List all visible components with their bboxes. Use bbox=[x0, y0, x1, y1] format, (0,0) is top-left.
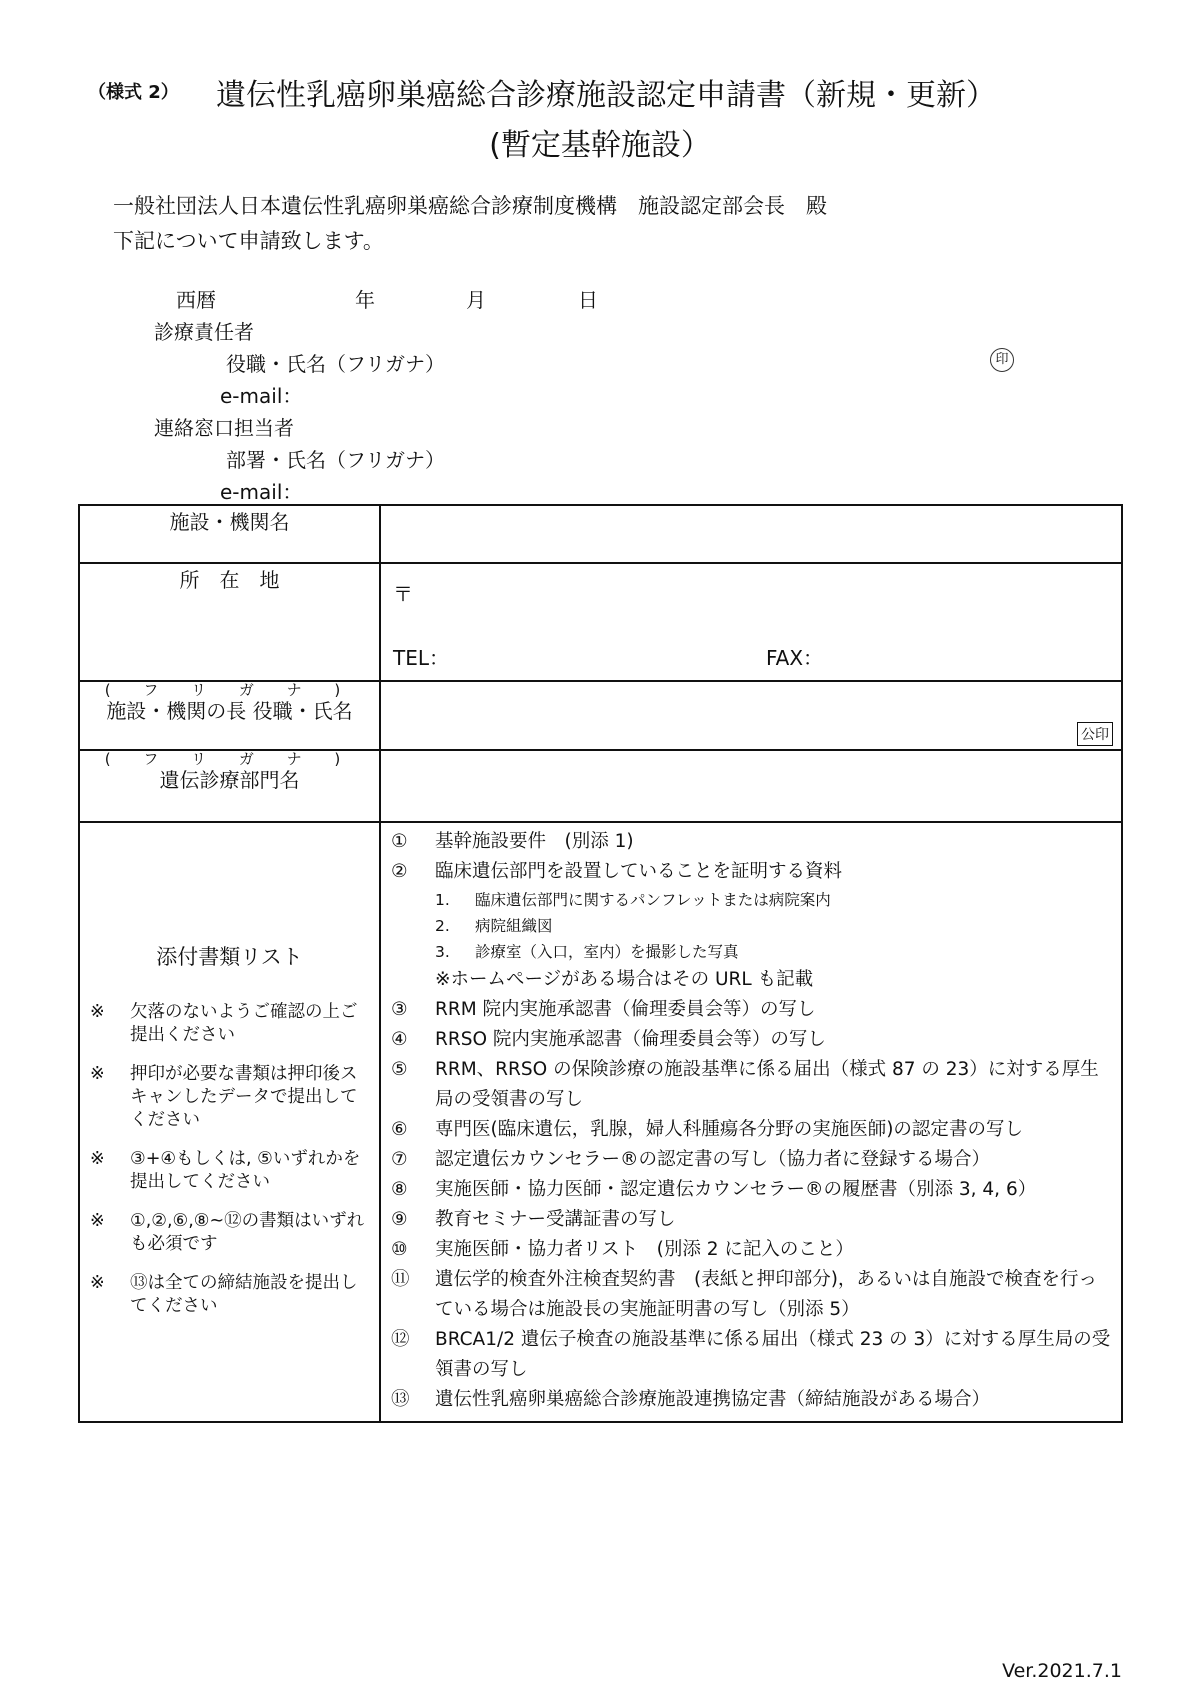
attach-item bbox=[391, 1025, 1111, 1055]
attach-item bbox=[391, 1205, 1111, 1235]
request-statement: 下記について申請致します。 bbox=[113, 229, 384, 253]
item-number: ⑨ bbox=[391, 1209, 408, 1230]
note-text: ③+④もしくは, ⑤いずれかを提出してください bbox=[130, 1149, 361, 1192]
note-mark: ※ bbox=[90, 1064, 105, 1084]
subitem-text: 病院組織図 bbox=[475, 917, 553, 935]
note-text: ①,②,⑥,⑧~⑫の書類はいずれも必須です bbox=[130, 1211, 365, 1254]
item-text: 専門医(臨床遺伝，乳腺，婦人科腫瘍各分野の実施医師)の認定書の写し bbox=[435, 1119, 1023, 1140]
contact-name-label: 部署・氏名（フリガナ） bbox=[226, 448, 445, 472]
postal-mark: 〒 bbox=[393, 582, 413, 606]
dept-label: 遺伝診療部門名 bbox=[159, 768, 300, 792]
attach-note bbox=[90, 1001, 371, 1047]
responsible-email-label: e-mail： bbox=[220, 384, 303, 408]
item-text: RRM 院内実施承認書（倫理委員会等）の写し bbox=[435, 999, 816, 1020]
note-mark: ※ bbox=[90, 1273, 105, 1293]
page-subtitle: (暫定基幹施設） bbox=[489, 128, 711, 163]
item-number: ⑤ bbox=[391, 1059, 408, 1080]
contact-label: 連絡窓口担当者 bbox=[154, 416, 294, 440]
responsible-label: 診療責任者 bbox=[154, 320, 254, 344]
facility-name-label: 施設・機関名 bbox=[79, 505, 380, 563]
attach-note bbox=[90, 1210, 371, 1256]
attach-item bbox=[391, 1235, 1111, 1265]
attach-item bbox=[391, 827, 1111, 857]
seal-mark: 印 bbox=[990, 348, 1014, 372]
item-text: 認定遺伝カウンセラー®の認定書の写し（協力者に登録する場合） bbox=[435, 1149, 991, 1170]
location-cell[interactable] bbox=[380, 563, 1122, 681]
attach-label-cell bbox=[79, 822, 380, 1422]
head-furigana: ( フ リ ガ ナ ) bbox=[104, 681, 355, 699]
homepage-note: ※ホームページがある場合はその URL も記載 bbox=[435, 969, 814, 990]
subitem-number: 2. bbox=[435, 917, 450, 935]
note-mark: ※ bbox=[90, 1002, 105, 1022]
fax-label: FAX： bbox=[766, 646, 824, 670]
item-text: RRM、RRSO の保険診療の施設基準に係る届出（様式 87 の 23）に対する厚生局の受領書の写し bbox=[435, 1059, 1099, 1110]
facility-name-cell[interactable] bbox=[380, 505, 1122, 563]
subitem-number: 3. bbox=[435, 943, 450, 961]
note-text: 欠落のないようご確認の上ご提出ください bbox=[130, 1002, 358, 1045]
application-table bbox=[78, 504, 1123, 1423]
attach-item bbox=[391, 995, 1111, 1025]
tel-label: TEL： bbox=[393, 646, 449, 670]
attach-item bbox=[391, 1325, 1111, 1385]
attach-title: 添付書類リスト bbox=[156, 945, 303, 969]
attach-list-cell bbox=[380, 822, 1122, 1422]
head-label: 施設・機関の長 役職・氏名 bbox=[106, 699, 353, 723]
item-text: 基幹施設要件 (別添 1) bbox=[435, 831, 634, 852]
item-number: ⑬ bbox=[391, 1389, 410, 1410]
item-number: ⑧ bbox=[391, 1179, 408, 1200]
year-label: 年 bbox=[355, 288, 375, 312]
dept-furigana: ( フ リ ガ ナ ) bbox=[104, 750, 355, 768]
attach-item bbox=[391, 857, 1111, 887]
attach-note bbox=[90, 1148, 371, 1194]
item-text: 実施医師・協力者リスト (別添 2 に記入のこと） bbox=[435, 1239, 854, 1260]
head-label-cell bbox=[79, 681, 380, 750]
item-text: BRCA1/2 遺伝子検査の施設基準に係る届出（様式 23 の 3）に対する厚生局の受領書の写し bbox=[435, 1329, 1111, 1380]
item-text: 遺伝性乳癌卵巣癌総合診療施設連携協定書（締結施設がある場合） bbox=[435, 1389, 991, 1410]
item-number: ③ bbox=[391, 999, 408, 1020]
date-era-label: 西暦 bbox=[176, 288, 216, 312]
item-number: ⑥ bbox=[391, 1119, 408, 1140]
addressee: 一般社団法人日本遺伝性乳癌卵巣癌総合診療制度機構 施設認定部会長 殿 bbox=[113, 194, 827, 218]
official-seal-mark: 公印 bbox=[1077, 722, 1113, 746]
responsible-name-label: 役職・氏名（フリガナ） bbox=[226, 352, 445, 376]
item-number: ⑩ bbox=[391, 1239, 408, 1260]
subitem-number: 1. bbox=[435, 891, 450, 909]
attach-item bbox=[391, 1265, 1111, 1325]
item-text: 遺伝学的検査外注検査契約書 (表紙と押印部分)，あるいは自施設で検査を行っている場合は施設長の実施証明書の写し（別添 5） bbox=[435, 1269, 1097, 1320]
subitem-text: 診療室（入口，室内）を撮影した写真 bbox=[475, 943, 739, 961]
note-mark: ※ bbox=[90, 1211, 105, 1231]
subitem-text: 臨床遺伝部門に関するパンフレットまたは病院案内 bbox=[475, 891, 831, 909]
version-label: Ver.2021.7.1 bbox=[1002, 1660, 1122, 1682]
location-label: 所 在 地 bbox=[79, 563, 380, 681]
item-number: ⑫ bbox=[391, 1329, 410, 1350]
dept-label-cell bbox=[79, 750, 380, 822]
item-number: ⑦ bbox=[391, 1149, 408, 1170]
attach-item bbox=[391, 1145, 1111, 1175]
item-text: 臨床遺伝部門を設置していることを証明する資料 bbox=[435, 861, 843, 882]
month-label: 月 bbox=[466, 288, 486, 312]
attach-subitem bbox=[391, 887, 1111, 913]
day-label: 日 bbox=[578, 288, 598, 312]
item-number: ② bbox=[391, 861, 408, 882]
item-number: ④ bbox=[391, 1029, 408, 1050]
attach-subitem bbox=[391, 939, 1111, 965]
attach-subitem bbox=[391, 913, 1111, 939]
item-text: 実施医師・協力医師・認定遺伝カウンセラー®の履歴書（別添 3, 4, 6） bbox=[435, 1179, 1037, 1200]
dept-cell[interactable] bbox=[380, 750, 1122, 822]
note-mark: ※ bbox=[90, 1149, 105, 1169]
attach-item bbox=[391, 1055, 1111, 1115]
attach-item bbox=[391, 1115, 1111, 1145]
head-cell[interactable] bbox=[380, 681, 1122, 750]
attach-item bbox=[391, 1385, 1111, 1415]
contact-email-label: e-mail： bbox=[220, 480, 303, 504]
attach-note bbox=[90, 1063, 371, 1132]
item-text: 教育セミナー受講証書の写し bbox=[435, 1209, 676, 1230]
item-number: ⑪ bbox=[391, 1269, 410, 1290]
note-text: 押印が必要な書類は押印後スキャンしたデータで提出してください bbox=[130, 1064, 358, 1130]
page-title: 遺伝性乳癌卵巣癌総合診療施設認定申請書（新規・更新） bbox=[216, 78, 996, 113]
item-number: ① bbox=[391, 831, 408, 852]
item-text: RRSO 院内実施承認書（倫理委員会等）の写し bbox=[435, 1029, 826, 1050]
note-text: ⑬は全ての締結施設を提出してください bbox=[130, 1273, 358, 1316]
form-number: （様式 2） bbox=[88, 82, 179, 103]
attach-item bbox=[391, 1175, 1111, 1205]
attach-note bbox=[90, 1272, 371, 1318]
